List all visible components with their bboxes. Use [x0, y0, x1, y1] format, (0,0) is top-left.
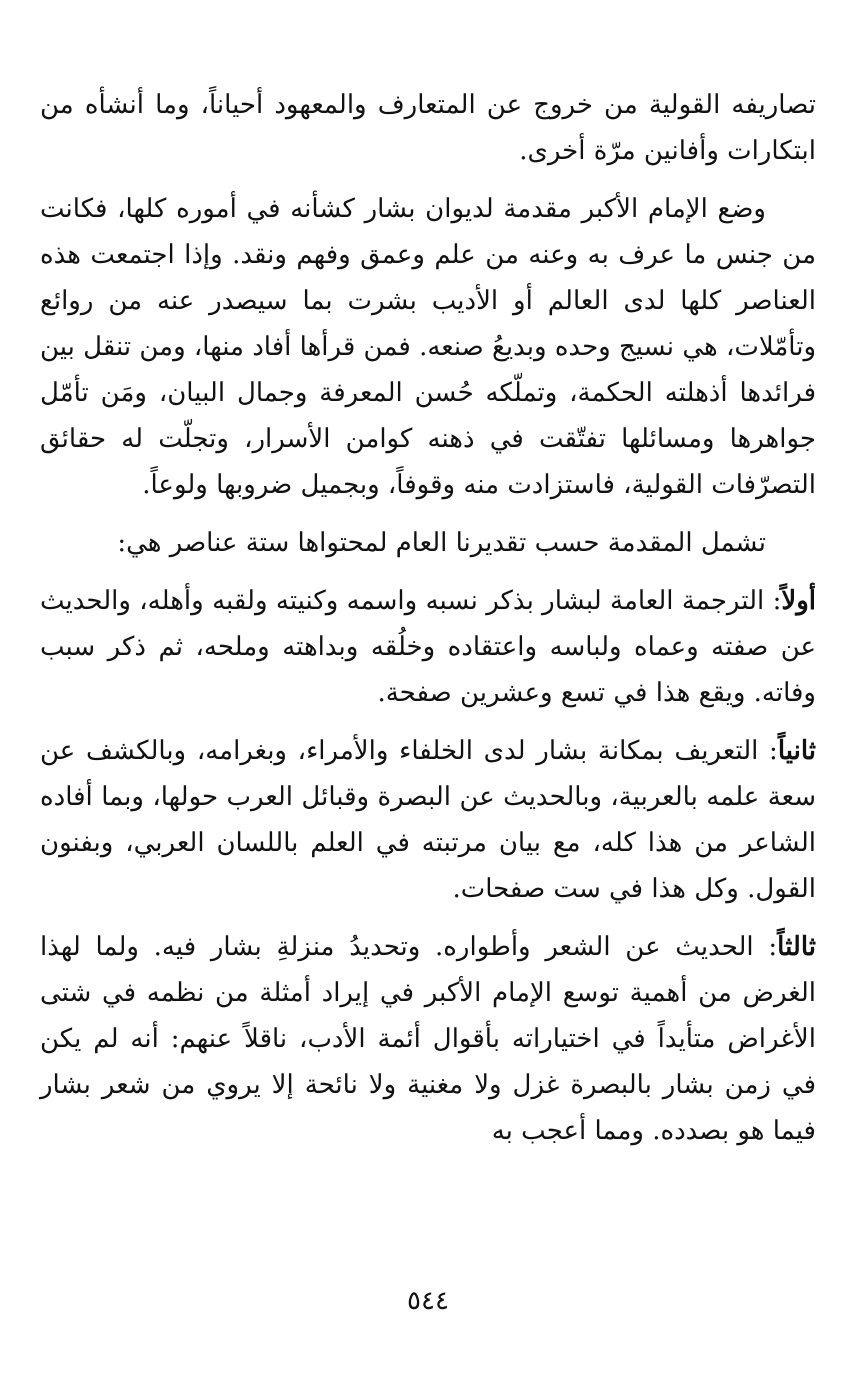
paragraph-elements-intro	[40, 520, 816, 566]
paragraph-lead: ثالثاً	[777, 932, 816, 962]
paragraph-text: : الترجمة العامة لبشار بذكر نسبه واسمه وكنيته ولقبه وأهله، والحديث عن صفته وعماه ولباسه واعتقاده وخلُقه وبداهته وملحه، ثم ذكر سبب وفاته. ويقع هذا في تسع وعشرين صفحة.	[40, 586, 817, 708]
paragraph-lead: ثانياً	[777, 736, 816, 766]
paragraph-lead: أولاً	[781, 586, 816, 616]
paragraph-introduction	[40, 186, 816, 508]
paragraph-text: : الحديث عن الشعر وأطواره. وتحديدُ منزلةِ بشار فيه. ولما لهذا الغرض من أهمية توسع الإمام الأكبر في إيراد أمثلة من نظمه في شتى الأغراض متأيداً في اختياراته بأقوال أئمة الأدب، ناقلاً عنهم: أنه لم يكن في زمن بشار بالبصرة غزل ولا مغنية ولا نائحة إلا يروي من شعر بشار فيما هو بصدده. ومما أعجب به	[40, 932, 816, 1146]
paragraph-first-element	[40, 578, 816, 716]
paragraph-second-element	[40, 728, 816, 912]
paragraph-text: تصاريفه القولية من خروج عن المتعارف والمعهود أحياناً، وما أنشأه من ابتكارات وأفانين مرّة أخرى.	[40, 90, 816, 166]
paragraph-third-element	[40, 924, 816, 1154]
paragraph-continuation	[40, 82, 816, 174]
paragraph-text: : التعريف بمكانة بشار لدى الخلفاء والأمراء، وبغرامه، وبالكشف عن سعة علمه بالعربية، وبالحديث عن البصرة وقبائل العرب حولها، وبما أفاده الشاعر من هذا كله، مع بيان مرتبته في العلم باللسان العربي، وبفنون القول. وكل هذا في ست صفحات.	[40, 736, 816, 904]
page-number: ٥٤٤	[407, 1286, 449, 1316]
paragraph-text: تشمل المقدمة حسب تقديرنا العام لمحتواها ستة عناصر هي:	[117, 528, 766, 558]
paragraph-text: وضع الإمام الأكبر مقدمة لديوان بشار كشأنه في أموره كلها، فكانت من جنس ما عرف به وعنه من علم وعمق وفهم ونقد. وإذا اجتمعت هذه العناصر كلها لدى العالم أو الأديب بشرت بما سيصدر عنه من روائع وتأمّلات، هي نسيج وحده وبديعُ صنعه. فمن قرأها أفاد منها، ومن تنقل بين فرائدها أذهلته الحكمة، وتملّكه حُسن المعرفة وجمال البيان، ومَن تأمّل جواهرها ومسائلها تفتّقت في ذهنه كوامن الأسرار، وتجلّت له حقائق التصرّفات القولية، فاستزادت منه وقوفاً، وبجميل ضروبها ولوعاً.	[40, 194, 816, 500]
page-body	[40, 82, 816, 1166]
